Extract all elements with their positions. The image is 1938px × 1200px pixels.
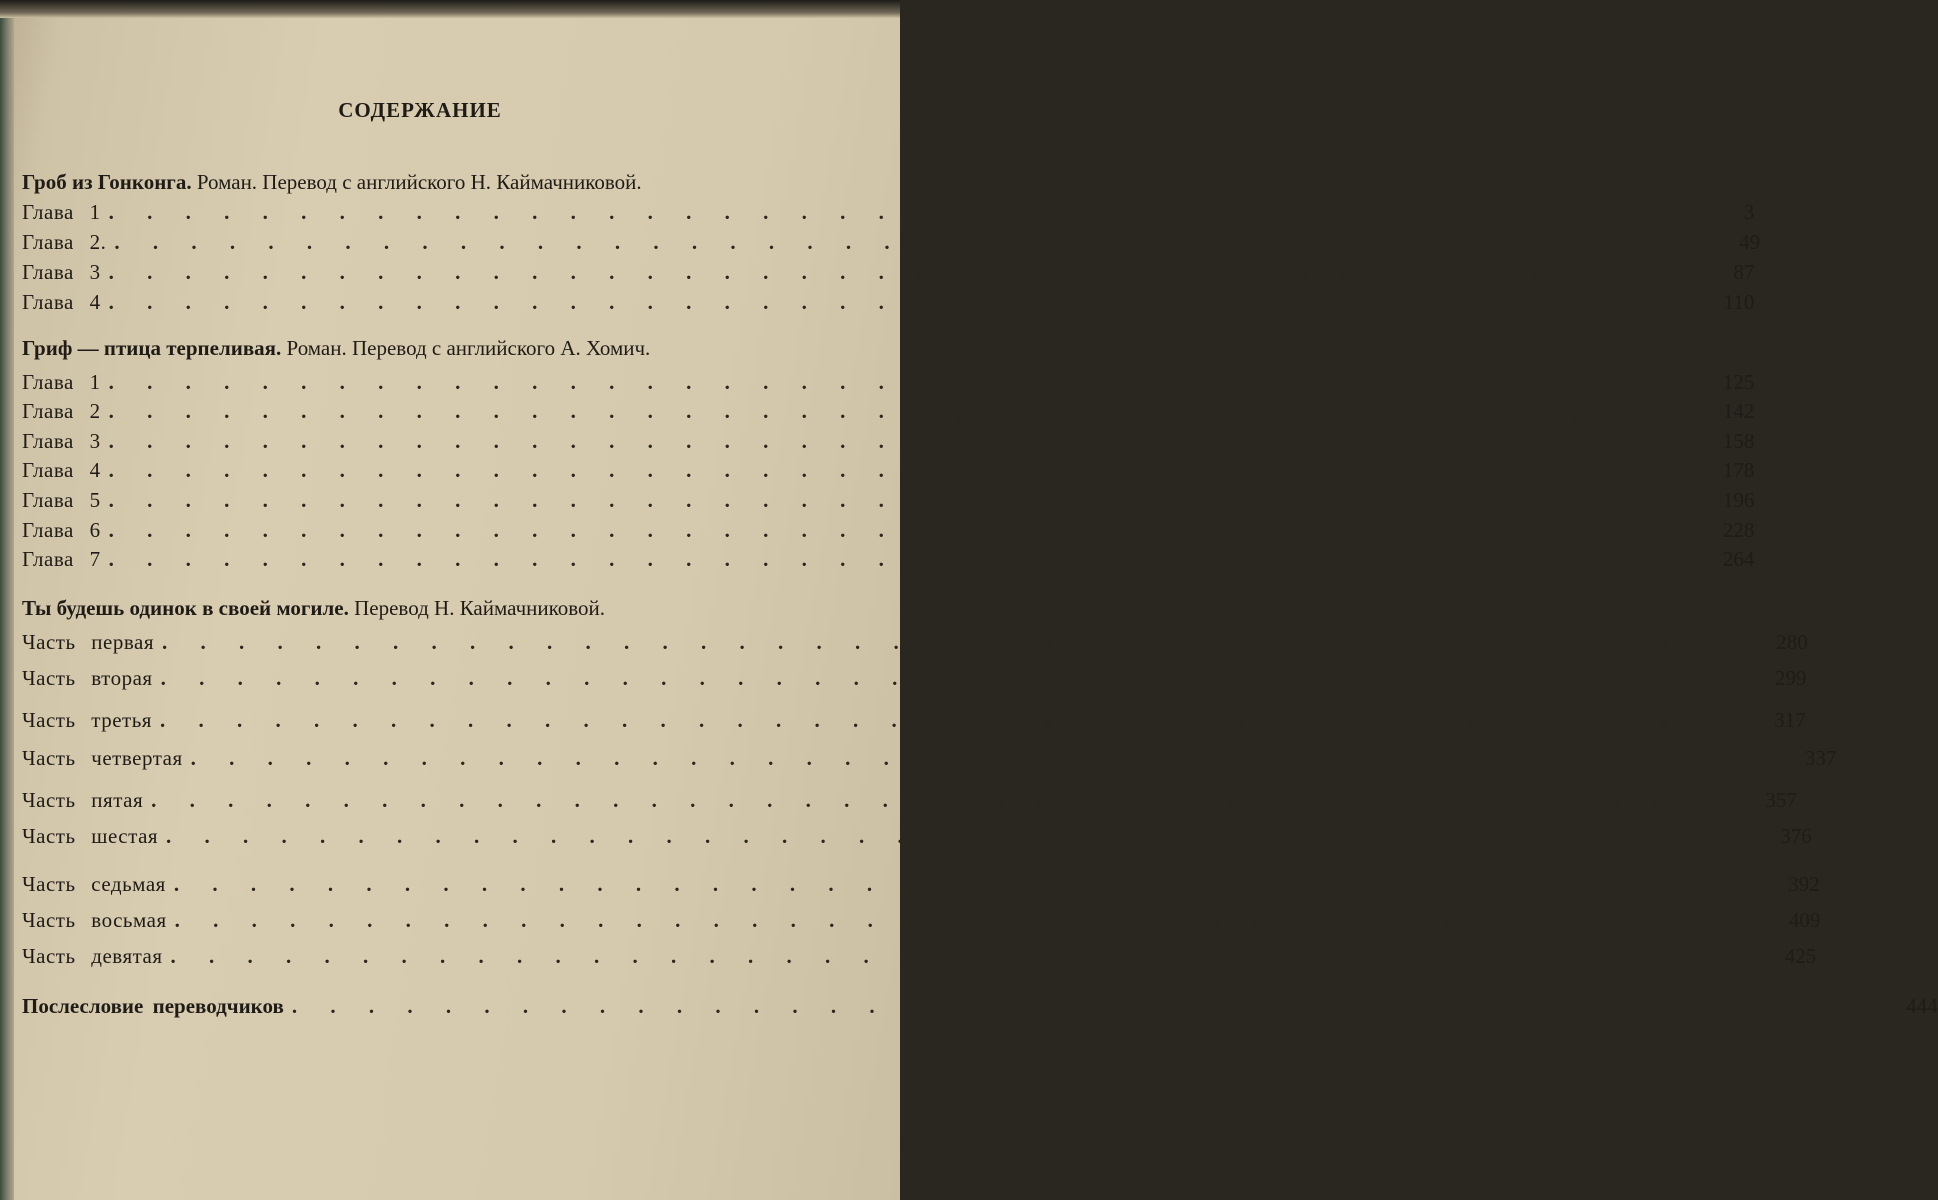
toc-entry[interactable] xyxy=(22,824,1812,852)
page-title: СОДЕРЖАНИЕ xyxy=(338,98,502,122)
entry-label: Глава 3 xyxy=(22,429,101,453)
dot-leader: . . . . . . . . . . . . . . . . . . . . . . . . . . . . . . . . . . . . . . . . . . xyxy=(108,260,1707,284)
entry-page: 158 xyxy=(1722,429,1755,453)
entry-label: Часть вторая xyxy=(22,666,153,690)
section-title: Ты будешь одинок в своей могиле. xyxy=(22,596,349,620)
toc-entry[interactable] xyxy=(22,788,1797,816)
dot-leader: . . . . . . . . . . . . . . . . . . . . . . . . . . . . . . . . . . . . . . . . . . xyxy=(108,200,1707,224)
dot-leader: . . . . . . . . . . . . . . . . . . . . . . . . . . . . . . . . . . . . . . . . . . xyxy=(108,370,1707,394)
toc-entry[interactable] xyxy=(22,872,1820,900)
toc-entry[interactable] xyxy=(22,666,1807,694)
dot-leader: . . . . . . . . . . . . . . . . . . . . . . . . . . . . . . . . . . . . . . . . . . xyxy=(161,630,1760,654)
toc-entry[interactable] xyxy=(22,429,1755,457)
dot-leader: . . . . . . . . . . . . . . . . . . . . . . . . . . . . . . . . . . . . . . . . . . xyxy=(108,290,1707,314)
entry-label: Глава 1 xyxy=(22,370,101,394)
dot-leader: . . . . . . . . . . . . . . . . . . . . . . . . . . . . . . . . . . . . . . . . . . xyxy=(160,666,1759,690)
entry-label: Глава 2 xyxy=(22,399,101,423)
dot-leader: . . . . . . . . . . . . . . . . . . . . . . . . . . . . . . . . . . . . . . . . . . xyxy=(108,547,1707,571)
toc-entry[interactable] xyxy=(22,458,1755,486)
entry-page: 125 xyxy=(1722,370,1755,394)
entry-label: Часть третья xyxy=(22,708,152,732)
toc-entry[interactable] xyxy=(22,908,1821,936)
entry-label: Глава 4 xyxy=(22,290,101,314)
section-subtitle: Роман. Перевод с английского Н. Каймачниковой. xyxy=(191,170,642,194)
section-heading-1 xyxy=(22,170,642,195)
entry-page: 178 xyxy=(1722,458,1755,482)
section-heading-2 xyxy=(22,336,650,361)
entry-page: 444 xyxy=(1906,994,1938,1018)
entry-label: Глава 3 xyxy=(22,260,101,284)
dot-leader: . . . . . . . . . . . . . . . . . . . . . . . . . . . . . . . . . . . . . . . . . . xyxy=(114,230,1713,254)
section-heading-3 xyxy=(22,596,605,621)
section-subtitle: Перевод Н. Каймачниковой. xyxy=(348,596,606,620)
entry-label: Глава 6 xyxy=(22,518,101,542)
toc-entry[interactable] xyxy=(22,746,1837,774)
dot-leader: . . . . . . . . . . . . . . . . . . . . . . . . . . . . . . . . . . . . . . . . . . xyxy=(173,872,1772,896)
dot-leader: . . . . . . . . . . . . . . . . . . . . . . . . . . . . . . . . . . . . . . . . . . xyxy=(108,488,1707,512)
section-title: Гриф — птица терпеливая. xyxy=(22,336,282,360)
dot-leader: . . . . . . . . . . . . . . . . . . . . . . . . . . . . . . . . . . . . . . . . . . xyxy=(174,908,1773,932)
dot-leader: . . . . . . . . . . . . . . . . . . . . . . . . . . . . . . . . . . . . . . . . . . xyxy=(108,518,1707,542)
entry-label: Глава 2. xyxy=(22,230,107,254)
toc-entry[interactable] xyxy=(22,488,1755,516)
entry-page: 299 xyxy=(1774,666,1807,690)
entry-page: 280 xyxy=(1776,630,1808,654)
entry-label: Глава 4 xyxy=(22,458,101,482)
entry-label: Послесловие переводчиков xyxy=(22,994,284,1018)
entry-page: 317 xyxy=(1774,708,1806,732)
section-subtitle: Роман. Перевод с английского А. Хомич. xyxy=(281,336,651,360)
entry-page: 49 xyxy=(1739,230,1761,254)
entry-label: Часть седьмая xyxy=(22,872,166,896)
entry-page: 409 xyxy=(1788,908,1821,932)
entry-label: Часть пятая xyxy=(22,788,144,812)
entry-label: Часть девятая xyxy=(22,944,163,968)
entry-label: Глава 5 xyxy=(22,488,101,512)
dot-leader: . . . . . . . . . . . . . . . . . . . . . . . . . . . . . . . . . . . . . . . . . . xyxy=(108,429,1707,453)
toc-entry[interactable] xyxy=(22,518,1755,546)
entry-page: 3 xyxy=(1743,200,1755,224)
dot-leader: . . . . . . . . . . . . . . . . . . . . . . . . . . . . . . . . . . . . . . . . . . xyxy=(151,788,1749,812)
entry-label: Глава 7 xyxy=(22,547,101,571)
entry-label: Часть первая xyxy=(22,630,154,654)
entry-label: Часть восьмая xyxy=(22,908,167,932)
dot-leader: . . . . . . . . . . . . . . . . . . . . . . . . . . . . . . . . . . . . . . . . . . xyxy=(159,708,1758,732)
entry-page: 142 xyxy=(1722,399,1755,423)
entry-page: 110 xyxy=(1723,290,1755,314)
toc-entry[interactable] xyxy=(22,230,1761,258)
entry-page: 196 xyxy=(1722,488,1755,512)
dot-leader: . . . . . . . . . . . . . . . . . . . . . . . . . . . . . . . . . . . . . . . . . . xyxy=(170,944,1769,968)
entry-label: Глава 1 xyxy=(22,200,101,224)
entry-page: 228 xyxy=(1722,518,1755,542)
dot-leader: . . . . . . . . . . . . . . . . . . . . . . . . . . . . . . . . . . . . . . . . . . xyxy=(108,399,1707,423)
entry-page: 376 xyxy=(1780,824,1812,848)
toc-entry[interactable] xyxy=(22,260,1755,288)
toc-entry[interactable] xyxy=(22,708,1806,736)
entry-label: Часть шестая xyxy=(22,824,159,848)
entry-page: 425 xyxy=(1784,944,1817,968)
toc-entry[interactable] xyxy=(22,944,1817,972)
entry-page: 337 xyxy=(1804,746,1837,770)
page-left-edge xyxy=(0,0,14,1200)
entry-page: 357 xyxy=(1765,788,1797,812)
entry-page: 392 xyxy=(1788,872,1820,896)
dot-leader: . . . . . . . . . . . . . . . . . . . . . . . . . . . . . . . . . . . . . . . . . . xyxy=(166,824,1764,848)
section-title: Гроб из Гонконга. xyxy=(22,170,192,194)
toc-entry[interactable] xyxy=(22,630,1808,658)
entry-page: 264 xyxy=(1722,547,1755,571)
dot-leader: . . . . . . . . . . . . . . . . . . . . . . . . . . . . . . . . . . . . . . . . . . xyxy=(108,458,1707,482)
dot-leader: . . . . . . . . . . . . . . . . . . . . . . . . . . . . . . . . . . . . . . . . . . xyxy=(291,994,1890,1018)
toc-entry[interactable] xyxy=(22,399,1755,427)
entry-page: 87 xyxy=(1733,260,1755,284)
dot-leader: . . . . . . . . . . . . . . . . . . . . . . . . . . . . . . . . . . . . . . . . . . xyxy=(190,746,1789,770)
toc-entry[interactable] xyxy=(22,370,1755,398)
toc-entry[interactable] xyxy=(22,290,1755,318)
toc-entry[interactable] xyxy=(22,200,1755,228)
toc-entry[interactable] xyxy=(22,547,1755,575)
entry-label: Часть четвертая xyxy=(22,746,183,770)
toc-entry-afterword[interactable] xyxy=(22,994,1938,1022)
page-top-edge xyxy=(0,0,900,18)
